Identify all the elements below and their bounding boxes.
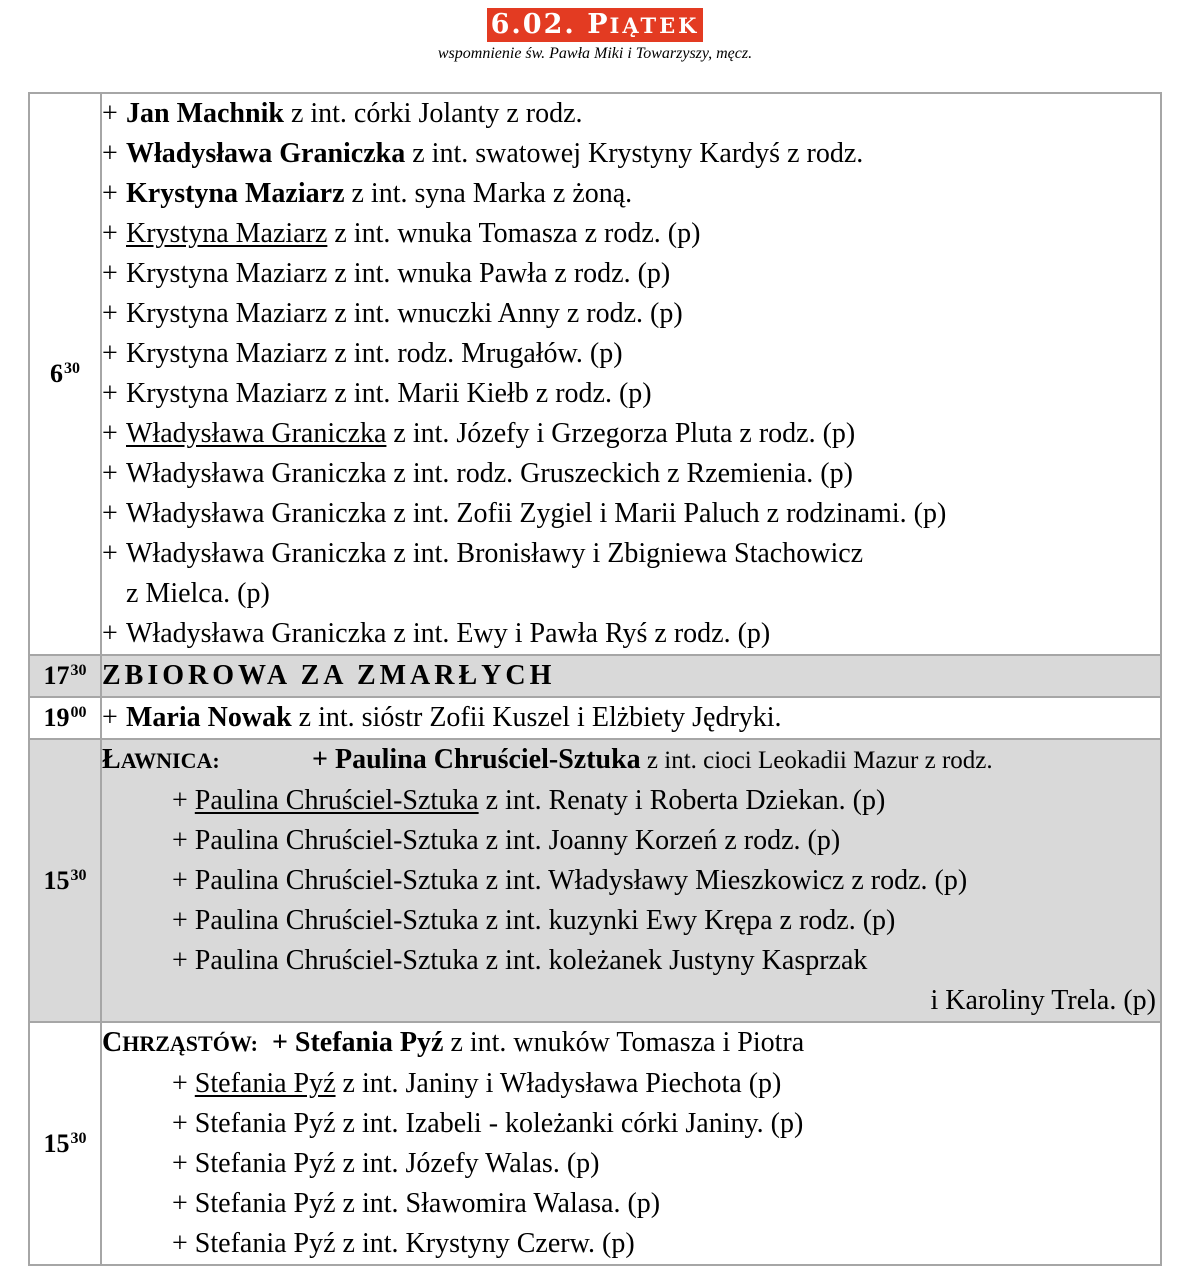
cross-icon: + (102, 258, 118, 289)
time-minutes: 00 (70, 704, 87, 721)
deceased-name: Paulina Chruściel-Sztuka (334, 744, 641, 775)
intention-line (102, 254, 1160, 294)
deceased-name: Paulina Chruściel-Sztuka (194, 785, 479, 816)
deceased-name: Krystyna Maziarz (126, 378, 328, 409)
place-rest: AWNICA: (120, 748, 220, 773)
intention-text: z int. wnuka Tomasza z rodz. (p) (327, 218, 701, 249)
cross-icon: + (102, 178, 118, 209)
intention-line (102, 174, 1160, 214)
intention-text: z int. Józefy i Grzegorza Pluta z rodz. (p) (386, 418, 856, 449)
intention-line (102, 781, 1160, 821)
cross-icon: + (102, 338, 118, 369)
deceased-name: Paulina Chruściel-Sztuka (194, 945, 479, 976)
intention-line (102, 861, 1160, 901)
intention-line (102, 294, 1160, 334)
intentions-cell (101, 739, 1161, 1022)
deceased-name: Władysława Graniczka (126, 538, 387, 569)
collective-mass-label: ZBIOROWA ZA ZMARŁYCH (102, 660, 556, 691)
deceased-name: Władysława Graniczka (126, 138, 406, 169)
deceased-name: Maria Nowak (126, 702, 292, 733)
mass-time (29, 1022, 101, 1265)
cross-icon: + (102, 138, 118, 169)
mass-schedule-table (28, 92, 1162, 1266)
intention-line (102, 1104, 1160, 1144)
intention-text: z int. Władysławy Mieszkowicz z rodz. (p) (478, 865, 968, 896)
time-minutes: 30 (64, 360, 80, 377)
intention-line (102, 614, 1160, 654)
deceased-name: Jan Machnik (126, 98, 284, 129)
cross-icon: + (102, 702, 118, 733)
cross-icon: + (271, 1027, 288, 1058)
intentions-cell (101, 93, 1161, 655)
deceased-name: Władysława Graniczka (126, 498, 387, 529)
cross-icon: + (172, 1148, 188, 1179)
weekday-rest: IĄTEK (609, 13, 700, 38)
intention-line (102, 901, 1160, 941)
mass-time (29, 655, 101, 697)
intention-line (102, 1144, 1160, 1184)
intention-text: z int. rodz. Mrugałów. (p) (327, 338, 623, 369)
intention-text: z int. Zofii Zygiel i Marii Paluch z rodzinami. (p) (386, 498, 947, 529)
intention-text: z int. Bronisławy i Zbigniewa Stachowicz (386, 538, 864, 569)
time-minutes: 30 (70, 866, 87, 884)
cross-icon: + (172, 1108, 188, 1139)
intention-text: z int. rodz. Gruszeckich z Rzemienia. (p) (386, 458, 853, 489)
time-hour: 15 (43, 1128, 70, 1158)
intention-text: z int. sióstr Zofii Kuszel i Elżbiety Jędryki. (291, 702, 782, 733)
intention-line (102, 1224, 1160, 1264)
intention-line (102, 134, 1160, 174)
intentions-cell (101, 697, 1161, 739)
intention-text: z int. kuzynki Ewy Krępa z rodz. (p) (478, 905, 896, 936)
cross-icon: + (102, 218, 118, 249)
mass-time (29, 739, 101, 1022)
schedule-row-chrzastow (29, 1022, 1161, 1265)
cross-icon: + (172, 945, 188, 976)
deceased-name: Krystyna Maziarz (126, 218, 328, 249)
cross-icon: + (172, 785, 188, 816)
intention-text: z int. syna Marka z żoną. (344, 178, 633, 209)
date-badge (487, 8, 704, 42)
deceased-name: Krystyna Maziarz (126, 298, 328, 329)
intention-line (102, 740, 1160, 781)
intention-text: z int. Joanny Korzeń z rodz. (p) (478, 825, 841, 856)
deceased-name: Krystyna Maziarz (126, 338, 328, 369)
place-label (102, 1027, 258, 1058)
intention-text: z int. wnuczki Anny z rodz. (p) (327, 298, 683, 329)
deceased-name: Paulina Chruściel-Sztuka (194, 905, 479, 936)
intention-line (102, 698, 1160, 738)
date-text: 6.02. (490, 9, 576, 40)
schedule-row-0630 (29, 93, 1161, 655)
place-label (102, 740, 312, 781)
deceased-name: Stefania Pyź (194, 1228, 336, 1259)
deceased-name: Stefania Pyź (294, 1027, 444, 1058)
place-initial: C (102, 1027, 123, 1058)
cross-icon: + (102, 458, 118, 489)
mass-time (29, 697, 101, 739)
cross-icon: + (102, 498, 118, 529)
mass-time (29, 93, 101, 655)
intention-text: z int. koleżanek Justyny Kasprzak (478, 945, 868, 976)
intention-line (102, 1023, 1160, 1064)
deceased-name: Władysława Graniczka (126, 418, 387, 449)
intention-line (102, 941, 1160, 981)
deceased-name: Paulina Chruściel-Sztuka (194, 865, 479, 896)
intention-text: z int. Marii Kiełb z rodz. (p) (327, 378, 652, 409)
intentions-cell (101, 655, 1161, 697)
day-header (0, 8, 1190, 42)
schedule-row-1900 (29, 697, 1161, 739)
deceased-name: Stefania Pyź (194, 1108, 336, 1139)
deceased-name: Stefania Pyź (194, 1188, 336, 1219)
deceased-name: Krystyna Maziarz (126, 258, 328, 289)
intention-text: z int. Izabeli - koleżanki córki Janiny. (p) (335, 1108, 804, 1139)
intention-line (102, 374, 1160, 414)
place-rest: HRZĄSTÓW: (122, 1031, 258, 1056)
time-minutes: 30 (70, 662, 87, 679)
cross-icon: + (172, 1068, 188, 1099)
intention-line (102, 1184, 1160, 1224)
intention-line (102, 334, 1160, 374)
intention-text: z int. Ewy i Pawła Ryś z rodz. (p) (386, 618, 771, 649)
cross-icon: + (172, 1228, 188, 1259)
intention-text: z int. wnuka Pawła z rodz. (p) (327, 258, 671, 289)
cross-icon: + (172, 865, 188, 896)
time-hour: 15 (43, 865, 70, 895)
cross-icon: + (312, 744, 328, 775)
intention-text: z int. Renaty i Roberta Dziekan. (p) (478, 785, 886, 816)
intention-line (102, 534, 1160, 574)
intention-line (102, 494, 1160, 534)
deceased-name: Stefania Pyź (194, 1148, 336, 1179)
cross-icon: + (102, 378, 118, 409)
intention-text: z int. swatowej Krystyny Kardyś z rodz. (405, 138, 864, 169)
cross-icon: + (102, 538, 118, 569)
cross-icon: + (102, 98, 118, 129)
deceased-name: Krystyna Maziarz (126, 178, 345, 209)
intention-line (102, 821, 1160, 861)
intentions-cell (101, 1022, 1161, 1265)
intention-line (102, 454, 1160, 494)
cross-icon: + (102, 298, 118, 329)
schedule-row-1730 (29, 655, 1161, 697)
intention-line (102, 214, 1160, 254)
schedule-row-lawnica (29, 739, 1161, 1022)
intention-text: z int. Janiny i Władysława Piechota (p) (335, 1068, 782, 1099)
cross-icon: + (172, 1188, 188, 1219)
deceased-name: Stefania Pyź (194, 1068, 336, 1099)
weekday-initial: P (587, 9, 610, 40)
place-initial: Ł (102, 744, 121, 775)
intention-continuation: i Karoliny Trela. (p) (930, 985, 1156, 1016)
intention-line (102, 94, 1160, 134)
deceased-name: Paulina Chruściel-Sztuka (194, 825, 479, 856)
intention-line (102, 1064, 1160, 1104)
time-hour: 17 (43, 661, 70, 690)
cross-icon: + (172, 825, 188, 856)
cross-icon: + (102, 418, 118, 449)
intention-text: z int. Józefy Walas. (p) (335, 1148, 600, 1179)
intention-text: z int. Krystyny Czerw. (p) (335, 1228, 635, 1259)
time-hour: 6 (50, 359, 63, 388)
cross-icon: + (102, 618, 118, 649)
intention-text: z int. Sławomira Walasa. (p) (335, 1188, 661, 1219)
deceased-name: Władysława Graniczka (126, 458, 387, 489)
feast-subtitle: wspomnienie św. Pawła Miki i Towarzyszy, męcz. (437, 45, 753, 62)
intention-continuation: z Mielca. (p) (126, 578, 270, 609)
time-hour: 19 (43, 703, 70, 732)
intention-text: z int. cioci Leokadii Mazur z rodz. (640, 747, 993, 774)
intention-text: z int. wnuków Tomasza i Piotra (443, 1027, 805, 1058)
deceased-name: Władysława Graniczka (126, 618, 387, 649)
intention-line (102, 414, 1160, 454)
time-minutes: 30 (70, 1129, 87, 1147)
intention-text: z int. córki Jolanty z rodz. (283, 98, 583, 129)
cross-icon: + (172, 905, 188, 936)
